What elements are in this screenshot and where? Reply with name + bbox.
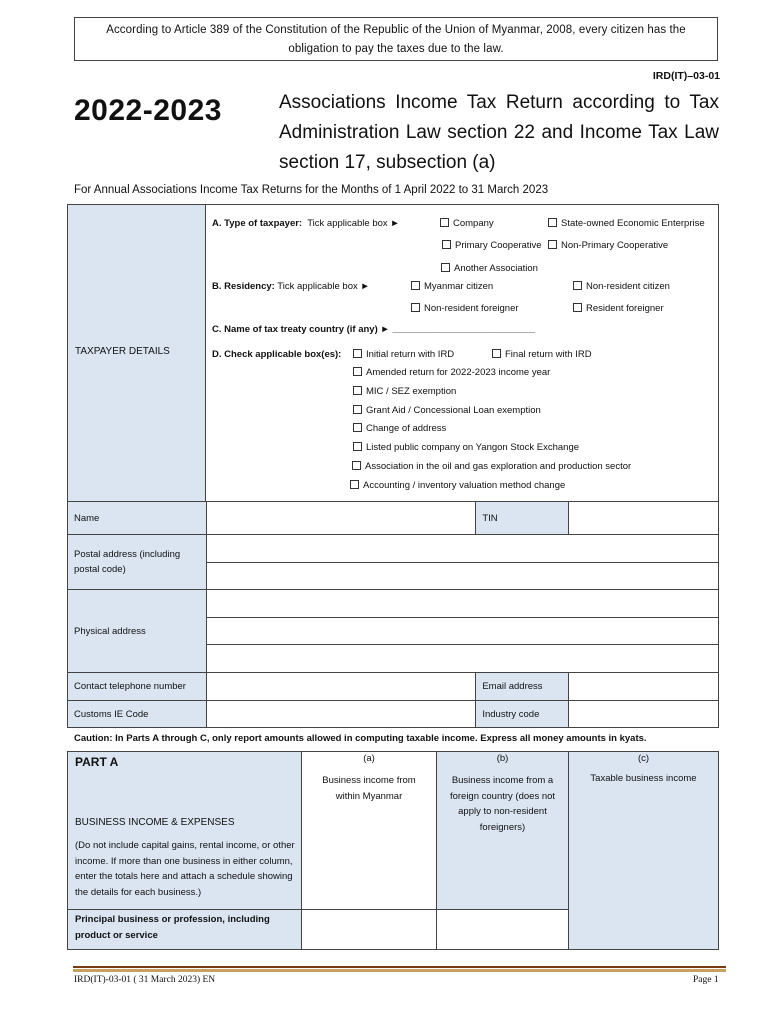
notice-line-2: obligation to pay the taxes due to the law. xyxy=(288,43,504,55)
checkbox-change-of-address[interactable]: Change of address xyxy=(353,423,446,434)
checkbox-non-resident-citizen[interactable]: Non-resident citizen xyxy=(573,281,670,292)
caution-note: Caution: In Parts A through C, only report amounts allowed in computing taxable income. Express all money amounts in kyats. xyxy=(74,733,647,744)
checkbox-oil-gas-association[interactable]: Association in the oil and gas exploration and production sector xyxy=(352,461,631,472)
industry-code-label: Industry code xyxy=(476,701,569,728)
customs-ie-label: Customs IE Code xyxy=(68,701,207,728)
email-input[interactable] xyxy=(569,673,719,701)
checkbox-listed-public-company[interactable]: Listed public company on Yangon Stock Exchange xyxy=(353,442,579,453)
tin-input[interactable] xyxy=(569,502,719,535)
checkbox-grant-aid-exemption[interactable]: Grant Aid / Concessional Loan exemption xyxy=(353,405,541,416)
check-applicable-label: D. Check applicable box(es): xyxy=(212,349,342,360)
phone-label: Contact telephone number xyxy=(68,673,207,701)
footer-rule xyxy=(73,966,726,968)
checkbox-primary-cooperative[interactable]: Primary Cooperative xyxy=(442,240,542,251)
checkbox-initial-return[interactable]: Initial return with IRD xyxy=(353,349,454,360)
form-subtitle: For Annual Associations Income Tax Returns for the Months of 1 April 2022 to 31 March 2023 xyxy=(74,184,549,196)
notice-line-1: According to Article 389 of the Constitution of the Republic of the Union of Myanmar, 2008, every citizen has the xyxy=(106,24,686,36)
checkbox-myanmar-citizen[interactable]: Myanmar citizen xyxy=(411,281,493,292)
physical-address-label: Physical address xyxy=(68,590,207,673)
checkbox-company[interactable]: Company xyxy=(440,218,494,229)
name-input[interactable] xyxy=(206,502,476,535)
footer-form-id: IRD(IT)-03-01 ( 31 March 2023) EN xyxy=(74,975,216,985)
constitution-notice xyxy=(74,17,718,61)
physical-address-input-3[interactable] xyxy=(206,645,718,673)
checkbox-amended-return[interactable]: Amended return for 2022-2023 income year xyxy=(353,367,550,378)
checkbox-accounting-method-change[interactable]: Accounting / inventory valuation method change xyxy=(350,480,565,491)
col-b-letter: (b) xyxy=(496,753,509,764)
form-title: Associations Income Tax Return according to Tax Administration Law section 22 and Income Tax Law section 17, subsection (a) xyxy=(279,92,719,173)
footer-rule-accent xyxy=(73,969,726,972)
physical-address-input-1[interactable] xyxy=(206,590,718,618)
residency-label: B. Residency: Tick applicable box ► xyxy=(212,281,370,292)
tax-treaty-country-field[interactable]: C. Name of tax treaty country (if any) ► ___________________________ xyxy=(212,324,536,335)
checkbox-state-owned-enterprise[interactable]: State-owned Economic Enterprise xyxy=(548,218,705,229)
col-c-letter: (c) xyxy=(637,753,650,764)
name-label: Name xyxy=(68,502,207,535)
part-a-heading: BUSINESS INCOME & EXPENSES xyxy=(75,817,235,828)
checkbox-final-return[interactable]: Final return with IRD xyxy=(492,349,592,360)
principal-business-label: Principal business or profession, including product or service xyxy=(75,914,270,941)
tax-year: 2022-2023 xyxy=(74,94,222,127)
principal-business-input-a[interactable] xyxy=(301,909,437,950)
email-label: Email address xyxy=(476,673,569,701)
checkbox-another-association[interactable]: Another Association xyxy=(441,263,538,274)
type-of-taxpayer-label: A. Type of taxpayer: Tick applicable box ► xyxy=(212,218,400,229)
phone-input[interactable] xyxy=(206,673,476,701)
postal-address-label: Postal address (including postal code) xyxy=(68,535,207,590)
col-c-label: Taxable business income xyxy=(590,773,697,784)
industry-code-input[interactable] xyxy=(569,701,719,728)
col-a-letter: (a) xyxy=(363,753,375,764)
form-code: IRD(IT)–03-01 xyxy=(652,70,720,82)
checkbox-non-resident-foreigner[interactable]: Non-resident foreigner xyxy=(411,303,519,314)
postal-address-input-1[interactable] xyxy=(206,535,718,563)
tin-label: TIN xyxy=(476,502,569,535)
identification-table xyxy=(67,501,719,728)
page-number: Page 1 xyxy=(693,975,719,985)
principal-business-input-b[interactable] xyxy=(436,909,569,950)
postal-address-input-2[interactable] xyxy=(206,563,718,590)
customs-ie-input[interactable] xyxy=(206,701,476,728)
taxpayer-details-label: TAXPAYER DETAILS xyxy=(75,346,170,357)
checkbox-resident-foreigner[interactable]: Resident foreigner xyxy=(573,303,664,314)
part-a-title: PART A xyxy=(75,755,119,769)
col-a-label: Business income from within Myanmar xyxy=(322,775,416,802)
checkbox-non-primary-cooperative[interactable]: Non-Primary Cooperative xyxy=(548,240,668,251)
col-b-label: Business income from a foreign country (does not apply to non-resident foreigners) xyxy=(449,775,556,833)
checkbox-mic-sez-exemption[interactable]: MIC / SEZ exemption xyxy=(353,386,456,397)
part-a-note: (Do not include capital gains, rental income, or other income. If more than one business in either column, enter the totals here and attach a schedule showing the details for each business.) xyxy=(75,840,295,898)
physical-address-input-2[interactable] xyxy=(206,618,718,645)
